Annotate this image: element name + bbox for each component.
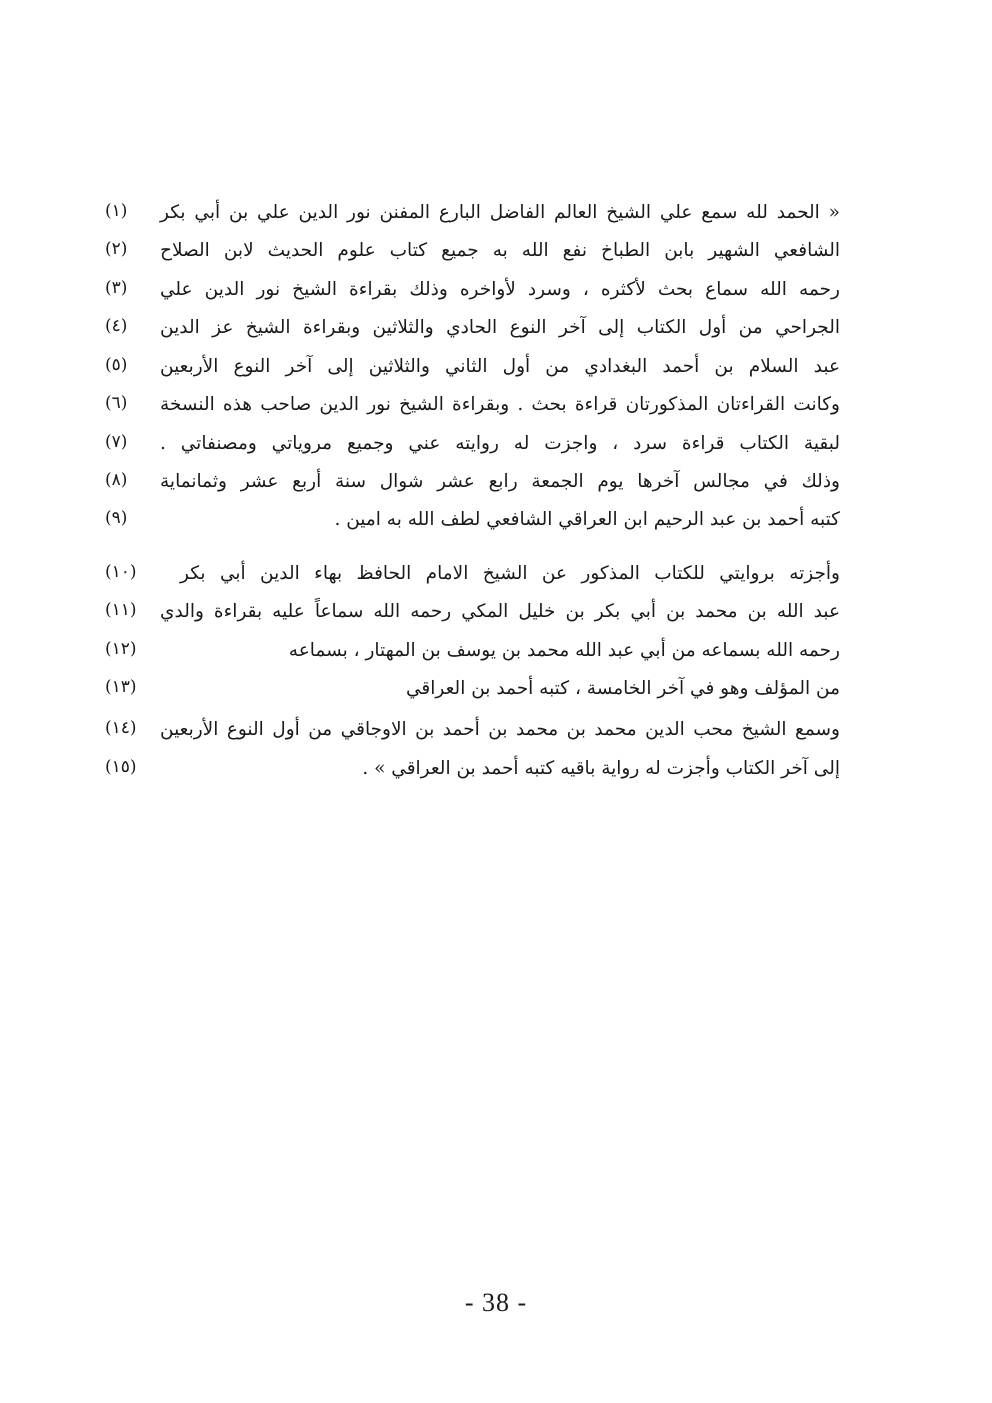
line-text: وكانت القراءتان المذكورتان قراءة بحث . وبقراءة الشيخ نور الدين صاحب هذه النسخة (160, 394, 840, 415)
line-text: عبد الله بن محمد بن أبي بكر بن خليل المكي رحمه الله سماعاً عليه بقراءة والدي (160, 601, 840, 622)
text-line-12 (105, 637, 840, 667)
text-line-2 (105, 237, 840, 267)
line-text: « الحمد لله سمع علي الشيخ العالم الفاضل البارع المفنن نور الدين علي بن أبي بكر (160, 202, 840, 223)
text-line-8 (105, 468, 840, 498)
text-line-7 (105, 430, 840, 460)
text-line-11 (105, 598, 840, 628)
text-line-1 (105, 199, 840, 229)
line-text: وسمع الشيخ محب الدين محمد بن محمد بن أحمد بن الاوجاقي من أول النوع الأربعين (160, 719, 840, 740)
line-number: (١٥) (105, 757, 137, 777)
text-line-5 (105, 353, 840, 383)
line-number: (٣) (105, 278, 128, 298)
line-text: من المؤلف وهو في آخر الخامسة ، كتبه أحمد بن العراقي (406, 678, 840, 699)
line-number: (١٣) (105, 677, 137, 697)
line-number: (٦) (105, 393, 128, 413)
text-line-13 (105, 675, 840, 705)
text-line-9 (105, 506, 840, 536)
line-text: وأجزته بروايتي للكتاب المذكور عن الشيخ الامام الحافظ بهاء الدين أبي بكر (180, 563, 840, 584)
line-text: الجراحي من أول الكتاب إلى آخر النوع الحادي والثلاثين وبقراءة الشيخ عز الدين (160, 317, 840, 338)
line-number: (١١) (105, 600, 137, 620)
text-line-6 (105, 391, 840, 421)
line-text: رحمه الله بسماعه من أبي عبد الله محمد بن يوسف بن المهتار ، بسماعه (288, 640, 840, 661)
line-number: (١٤) (105, 718, 137, 738)
text-line-14 (105, 716, 840, 746)
line-text: إلى آخر الكتاب وأجزت له رواية باقيه كتبه أحمد بن العراقي » . (362, 758, 840, 779)
line-number: (٤) (105, 316, 128, 336)
line-text: كتبه أحمد بن عبد الرحيم ابن العراقي الشافعي لطف الله به امين . (334, 509, 840, 530)
line-number: (١) (105, 201, 128, 221)
line-number: (٨) (105, 470, 128, 490)
line-number: (٢) (105, 239, 128, 259)
line-number: (١٢) (105, 639, 137, 659)
text-line-4 (105, 314, 840, 344)
line-number: (٧) (105, 432, 128, 452)
text-line-15 (105, 755, 840, 785)
page-number: - 38 - (464, 1288, 528, 1317)
text-line-3 (105, 276, 840, 306)
line-number: (٥) (105, 355, 128, 375)
line-text: رحمه الله سماع بحث لأكثره ، وسرد لأواخره وذلك بقراءة الشيخ نور الدين علي (160, 279, 840, 300)
line-number: (١٠) (105, 562, 137, 582)
line-text: وذلك في مجالس آخرها يوم الجمعة رابع عشر شوال سنة أربع عشر وثمانماية (160, 471, 840, 492)
line-text: الشافعي الشهير بابن الطباخ نفع الله به جميع كتاب علوم الحديث لابن الصلاح (160, 240, 840, 261)
line-text: عبد السلام بن أحمد البغدادي من أول الثاني والثلاثين إلى آخر النوع الأربعين (160, 356, 840, 377)
line-number: (٩) (105, 508, 128, 528)
line-text: لبقية الكتاب قراءة سرد ، واجزت له روايته عني وجميع مروياتي ومصنفاتي . (160, 433, 840, 454)
text-line-10 (105, 560, 840, 590)
